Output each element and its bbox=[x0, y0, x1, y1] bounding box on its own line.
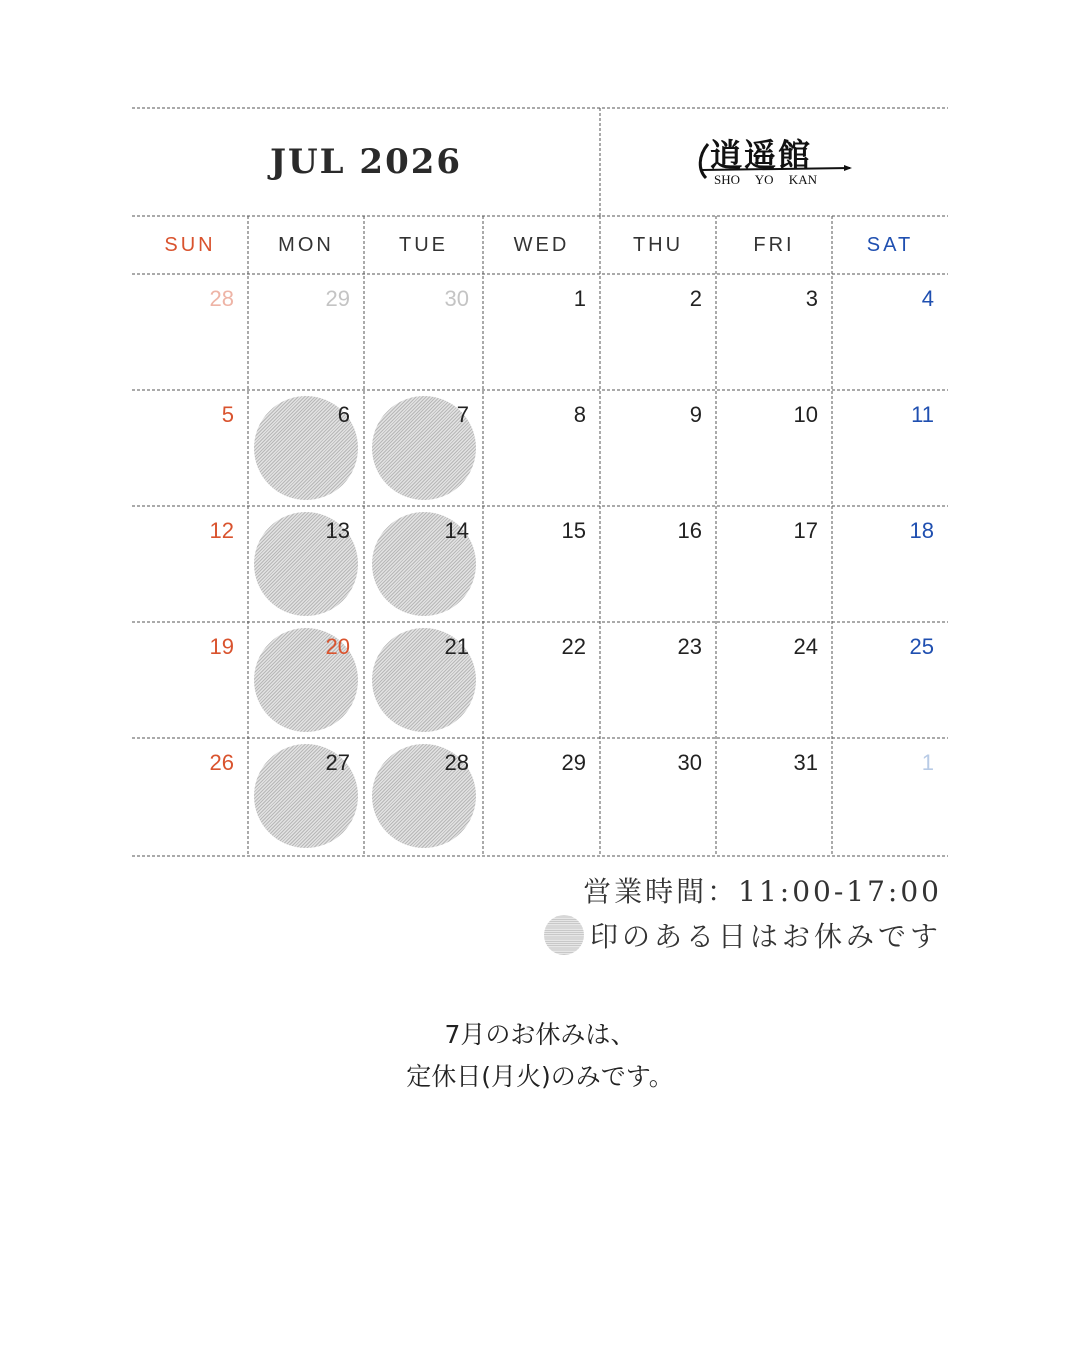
day-number: 11 bbox=[911, 402, 934, 427]
day-number: 1 bbox=[573, 286, 586, 311]
day-number: 25 bbox=[909, 634, 934, 659]
day-number: 12 bbox=[209, 518, 234, 543]
day-number: 10 bbox=[793, 402, 818, 427]
logo-kanji: 逍遥館 bbox=[710, 136, 813, 174]
weekday-thu: THU bbox=[632, 233, 684, 256]
weekday-sat: SAT bbox=[866, 233, 914, 256]
day-cell bbox=[483, 622, 600, 738]
day-cell bbox=[600, 506, 716, 622]
day-number: 21 bbox=[444, 634, 469, 659]
closed-marker-icon bbox=[544, 915, 584, 955]
day-cell bbox=[483, 390, 600, 506]
note-line-1: 7月のお休みは、 bbox=[444, 1020, 636, 1049]
day-number: 28 bbox=[209, 286, 234, 311]
legend-text: 印のある日はお休みです bbox=[589, 920, 942, 953]
day-cell bbox=[483, 738, 600, 854]
logo-roman: SHO YO KAN bbox=[714, 172, 817, 187]
day-number: 3 bbox=[805, 286, 818, 311]
day-cell bbox=[832, 622, 948, 738]
day-cell bbox=[600, 274, 716, 390]
day-number: 6 bbox=[337, 402, 350, 427]
day-number: 16 bbox=[677, 518, 702, 543]
day-number: 4 bbox=[921, 286, 934, 311]
day-cell bbox=[132, 622, 248, 738]
day-cell bbox=[483, 506, 600, 622]
day-cell bbox=[132, 506, 248, 622]
day-number: 27 bbox=[325, 750, 350, 775]
day-cell bbox=[832, 390, 948, 506]
day-cell bbox=[716, 738, 832, 854]
day-number: 9 bbox=[689, 402, 702, 427]
day-number: 31 bbox=[793, 750, 818, 775]
day-number: 22 bbox=[561, 634, 586, 659]
day-cell bbox=[832, 506, 948, 622]
day-cell bbox=[716, 622, 832, 738]
day-cell bbox=[716, 506, 832, 622]
business-hours: 営業時間：11:00-17:00 bbox=[583, 875, 942, 908]
day-cell bbox=[364, 622, 483, 738]
day-cell bbox=[364, 506, 483, 622]
day-number: 5 bbox=[221, 402, 234, 427]
day-cell bbox=[483, 274, 600, 390]
day-cell bbox=[600, 738, 716, 854]
day-cell bbox=[600, 622, 716, 738]
day-number: 24 bbox=[793, 634, 818, 659]
day-number: 18 bbox=[909, 518, 934, 543]
day-number: 1 bbox=[921, 750, 934, 775]
day-cell bbox=[716, 274, 832, 390]
day-cell bbox=[132, 390, 248, 506]
day-cell bbox=[248, 390, 364, 506]
day-cell bbox=[248, 274, 364, 390]
day-cell bbox=[132, 738, 248, 854]
day-cell bbox=[364, 390, 483, 506]
day-number: 29 bbox=[325, 286, 350, 311]
day-cell bbox=[832, 738, 948, 854]
weekday-mon: MON bbox=[278, 233, 334, 256]
day-number: 7 bbox=[456, 402, 469, 427]
calendar bbox=[132, 108, 948, 856]
day-cell bbox=[600, 390, 716, 506]
day-number: 29 bbox=[561, 750, 586, 775]
weekday-tue: TUE bbox=[399, 233, 448, 256]
day-cell bbox=[248, 506, 364, 622]
day-number: 23 bbox=[677, 634, 702, 659]
day-number: 13 bbox=[325, 518, 350, 543]
day-number: 17 bbox=[793, 518, 818, 543]
day-number: 30 bbox=[444, 286, 469, 311]
day-cell bbox=[716, 390, 832, 506]
weekday-sun: SUN bbox=[164, 233, 216, 256]
day-number: 28 bbox=[444, 750, 469, 775]
day-number: 8 bbox=[573, 402, 586, 427]
note-line-2: 定休日(月火)のみです。 bbox=[406, 1062, 674, 1091]
day-number: 20 bbox=[325, 634, 350, 659]
day-number: 30 bbox=[677, 750, 702, 775]
day-number: 26 bbox=[209, 750, 234, 775]
logo bbox=[600, 108, 948, 216]
month-title: JUL 2026 bbox=[269, 142, 463, 182]
closed-legend bbox=[544, 915, 942, 955]
day-cell bbox=[248, 622, 364, 738]
day-number: 2 bbox=[689, 286, 702, 311]
day-number: 19 bbox=[209, 634, 234, 659]
day-cell bbox=[364, 738, 483, 854]
day-cell bbox=[132, 274, 248, 390]
weekday-wed: WED bbox=[513, 233, 570, 256]
weekday-fri: FRI bbox=[753, 233, 795, 256]
day-cell bbox=[248, 738, 364, 854]
day-number: 14 bbox=[444, 518, 469, 543]
day-cell bbox=[364, 274, 483, 390]
day-number: 15 bbox=[561, 518, 586, 543]
day-cell bbox=[832, 274, 948, 390]
